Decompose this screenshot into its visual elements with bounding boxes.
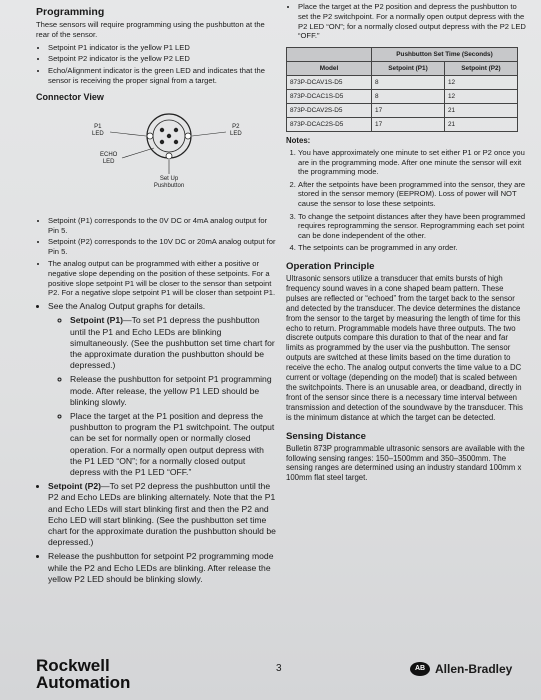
operation-text: Ultrasonic sensors utilize a transducer that emits bursts of high frequency sound waves in a cone shaped beam pattern. These pulses are reflected or “echoed” from the target back to the sensor and detected by the transducer. The device determines the distance from the sensor to the target by measuring the length of time for this echo to return. Programmable models have three outputs. The two discrete outputs compare this duration to that of the near and far limits as programmed by the user via the pushbutton. The sensor outputs are switched at these limits based on the time duration to receive the echo. The analog output converts the time value to a DC current or voltage (depending on the model) that is scaled between the switchpoints. There is an unusable area, or deadband, directly in front of the sensor since there is a necessary time interval between transmission and detection of the soundwave by the transducer. This is the minimum distance at which the target can be detected.	[286, 274, 523, 422]
p2-label: Setpoint (P2)	[48, 481, 101, 492]
p1-text: —To set P1 depress the pushbutton until the P1 and Echo LEDs are blinking simultaneously. (See the pushbutton set time chart for the approximate duration the pushbutton should be depressed.)	[70, 315, 275, 371]
p1-led-sublabel: LED	[92, 130, 104, 137]
p1-step	[48, 315, 276, 478]
table-row	[287, 76, 518, 90]
p2-led-label: P2	[232, 123, 240, 130]
list-item: • Setpoint (P2) corresponds to the 10V DC or 20mA analog output for Pin 5.	[48, 237, 276, 257]
table-cell: 8	[372, 76, 445, 90]
table-row	[287, 90, 518, 104]
allen-bradley-logo	[410, 662, 512, 676]
setup-label: Set Up	[159, 175, 179, 182]
notes-section	[286, 136, 526, 253]
list-item: ◦ Release the pushbutton for setpoint P1 programming mode. After release, the yellow P1 LED should be blinking slowly.	[70, 374, 276, 408]
list-item: • Echo/Alignment indicator is the green LED and indicates that the sensor is receiving the proper signal from a target.	[48, 66, 276, 86]
sensing-section	[286, 431, 526, 484]
pushbutton-time-table	[286, 47, 518, 132]
table-cell: 17	[372, 118, 445, 132]
table-cell: 17	[372, 104, 445, 118]
table-header: Setpoint (P2)	[445, 62, 518, 76]
list-item: 4. The setpoints can be programmed in any order.	[298, 243, 526, 253]
table-cell: 12	[445, 90, 518, 104]
left-column	[36, 6, 276, 588]
table-cell: 21	[445, 104, 518, 118]
procedure-list	[36, 301, 276, 585]
list-item: 1. You have approximately one minute to set either P1 or P2 once you are in the programming mode. After one minute the sensor will exit the programming mode.	[298, 148, 526, 177]
operation-section	[286, 261, 526, 423]
table-cell: 873P-DCAC2S-D5	[287, 118, 372, 132]
table-cell: 21	[445, 118, 518, 132]
list-item: • Setpoint (P1) corresponds to the 0V DC or 4mA analog output for Pin 5.	[48, 216, 276, 236]
echo-led-label: ECHO	[100, 151, 118, 158]
programming-intro: These sensors will require programming using the pushbutton at the rear of the sensor.	[36, 20, 265, 39]
notes-heading: Notes:	[286, 136, 311, 146]
table-header: Pushbutton Set Time (Seconds)	[372, 48, 518, 62]
connector-diagram	[84, 110, 254, 206]
notes-list	[286, 148, 526, 253]
list-item: 3. To change the setpoint distances after they have been programmed requires reprogramming the sensor. Reprogramming each set point can be done independent of the other.	[298, 212, 526, 241]
brand-line-1: Rockwell	[36, 656, 110, 675]
page-number: 3	[276, 663, 282, 674]
p1-step-list	[62, 315, 276, 478]
list-item: 2. After the setpoints have been programmed into the sensor, they are stored in the sensor memory (EEPROM). Loss of power will NOT cause the sensor to lose these setpoints.	[298, 180, 526, 209]
list-item	[48, 481, 276, 548]
list-item	[70, 315, 276, 371]
list-item: • Setpoint P2 indicator is the yellow P2 LED	[48, 54, 276, 64]
table-cell: 873P-DCAV2S-D5	[287, 104, 372, 118]
table-cell: 12	[445, 76, 518, 90]
rockwell-logo	[36, 657, 130, 691]
connector-heading: Connector View	[36, 91, 104, 102]
right-column	[286, 0, 526, 483]
programming-heading: Programming	[36, 6, 105, 18]
connector-view	[36, 92, 276, 210]
p2-led-sublabel: LED	[230, 130, 242, 137]
operation-heading: Operation Principle	[286, 261, 375, 273]
list-item: • Setpoint P1 indicator is the yellow P1 LED	[48, 43, 276, 53]
pushbutton-label: Pushbutton	[153, 182, 185, 189]
p1-label: Setpoint (P1)	[70, 315, 123, 326]
sensing-text: Bulletin 873P programmable ultrasonic sensors are available with the following sensing ranges: 150–1500mm and 350–3500mm. The sensing ranges are determined using an industry standard 100mm x 100mm flat steel target.	[286, 443, 525, 483]
list-item: ◦ Place the target at the P1 position and depress the pushbutton to program the P1 switchpoint. The output can be set for normally open or normally closed operation. For a normally open output depress with the P1 LED “ON”; for a normally closed output depress with the P1 LED “OFF.”	[70, 411, 276, 478]
brand-line-2: Automation	[36, 673, 131, 692]
setpoint-list	[36, 216, 276, 298]
ab-logo-icon: AB	[410, 662, 430, 676]
setpoint-procedure	[36, 301, 276, 585]
table-cell: 8	[372, 90, 445, 104]
p1-led-label: P1	[94, 123, 102, 130]
indicator-list	[36, 43, 276, 86]
p2-place-list	[286, 2, 526, 41]
table-row	[287, 118, 518, 132]
table-header	[287, 48, 372, 62]
allen-bradley-name: Allen-Bradley	[435, 662, 513, 676]
table-cell: 873P-DCAC1S-D5	[287, 90, 372, 104]
list-item: • Release the pushbutton for setpoint P2 programming mode while the P2 and Echo LEDs are blinking. After release the yellow P2 LED should be blinking slowly.	[48, 551, 276, 585]
table-cell: 873P-DCAV1S-D5	[287, 76, 372, 90]
echo-led-sublabel: LED	[102, 158, 115, 165]
list-item: • See the Analog Output graphs for details.	[48, 301, 276, 312]
table-row	[287, 104, 518, 118]
table-header: Model	[287, 62, 372, 76]
table-header: Setpoint (P1)	[372, 62, 445, 76]
list-item: • Place the target at the P2 position and depress the pushbutton to set the P2 switchpoint. For a normally open output depress with the P2 LED “ON”; for a normally closed output depress with the P2 LED “OFF.”	[298, 2, 526, 41]
p2-text: —To set P2 depress the pushbutton until the P2 and Echo LEDs are blinking alternately. Note that the P1 and Echo LEDs will start blinking first and then the P2 and Echo LED will start blinking. (See the pushbutton set time chart for the approximate duration the pushbutton should be depressed.)	[48, 481, 276, 548]
list-item: • The analog output can be programmed with either a positive or negative slope depending on the position of these setpoints. For a positive slope setpoint P1 will be closer to the sensor than setpoint P2. For a negative slope setpoint P1 will be closer than setpoint P1.	[48, 259, 276, 298]
sensing-heading: Sensing Distance	[286, 430, 366, 442]
